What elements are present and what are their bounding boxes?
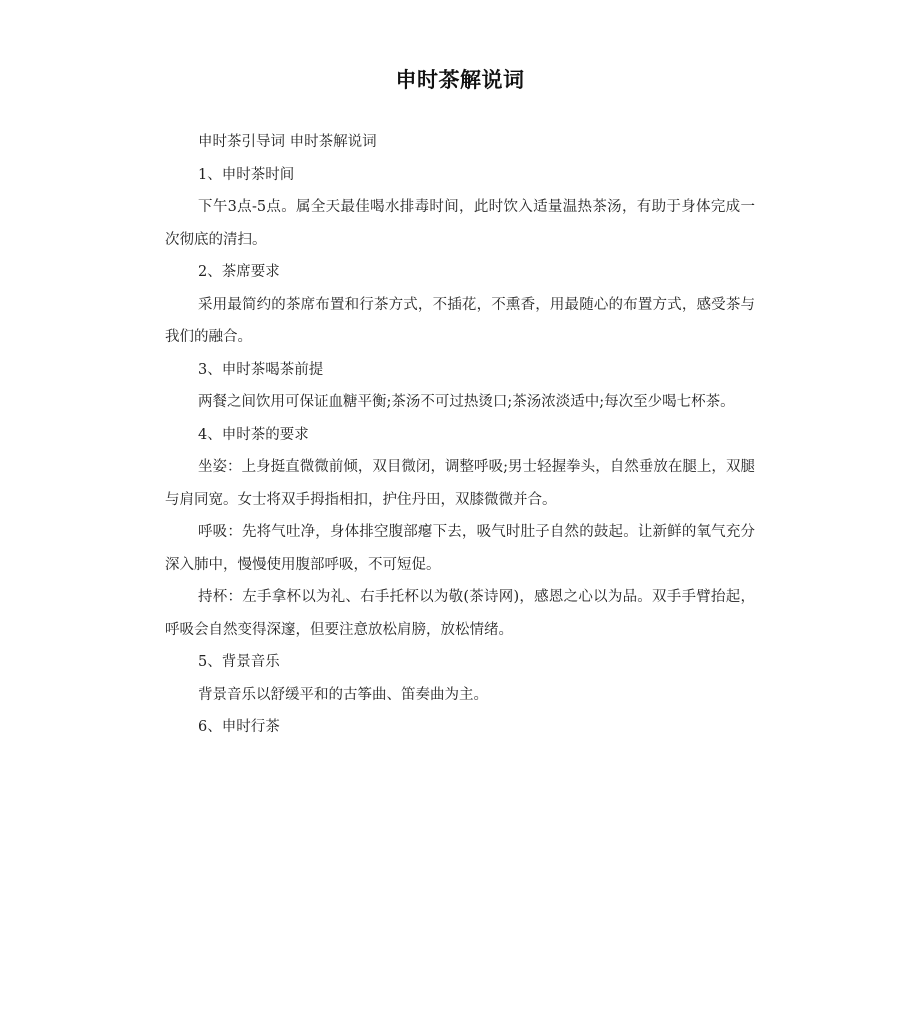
paragraph-intro: 申时茶引导词 申时茶解说词 <box>198 134 377 150</box>
document-body <box>165 126 755 744</box>
paragraph-table: 采用最简约的茶席布置和行茶方式，不插花，不熏香，用最随心的布置方式，感受茶与我们的融合。 <box>165 296 755 345</box>
section-heading-premise: 3、申时茶喝茶前提 <box>198 361 324 378</box>
paragraph-holding-cup: 持杯：左手拿杯以为礼、右手托杯以为敬(茶诗网)，感恩之心以为品。双手手臂抬起，呼吸会自然变得深邃，但要注意放松肩膀，放松情绪。 <box>165 589 755 638</box>
section-heading-time: 1、申时茶时间 <box>198 166 295 183</box>
section-heading-table: 2、茶席要求 <box>198 264 280 280</box>
paragraph-posture: 坐姿：上身挺直微微前倾，双目微闭，调整呼吸;男士轻握拳头，自然垂放在腿上，双腿与肩同宽。女士将双手拇指相扣，护住丹田，双膝微微并合。 <box>165 459 755 508</box>
paragraph-premise: 两餐之间饮用可保证血糖平衡;茶汤不可过热烫口;茶汤浓淡适中;每次至少喝七杯茶。 <box>198 394 735 410</box>
section-heading-music: 5、背景音乐 <box>198 654 280 670</box>
paragraph-time: 下午3点-5点。属全天最佳喝水排毒时间，此时饮入适量温热茶汤，有助于身体完成一次彻底的清扫。 <box>165 199 755 248</box>
paragraph-breathing: 呼吸：先将气吐净，身体排空腹部瘪下去，吸气时肚子自然的鼓起。让新鲜的氧气充分深入肺中，慢慢使用腹部呼吸，不可短促。 <box>165 524 755 573</box>
paragraph-music: 背景音乐以舒缓平和的古筝曲、笛奏曲为主。 <box>198 686 488 703</box>
section-heading-requirements: 4、申时茶的要求 <box>198 426 309 443</box>
document-title: 申时茶解说词 <box>395 68 525 92</box>
section-heading-practice: 6、申时行茶 <box>198 719 280 735</box>
